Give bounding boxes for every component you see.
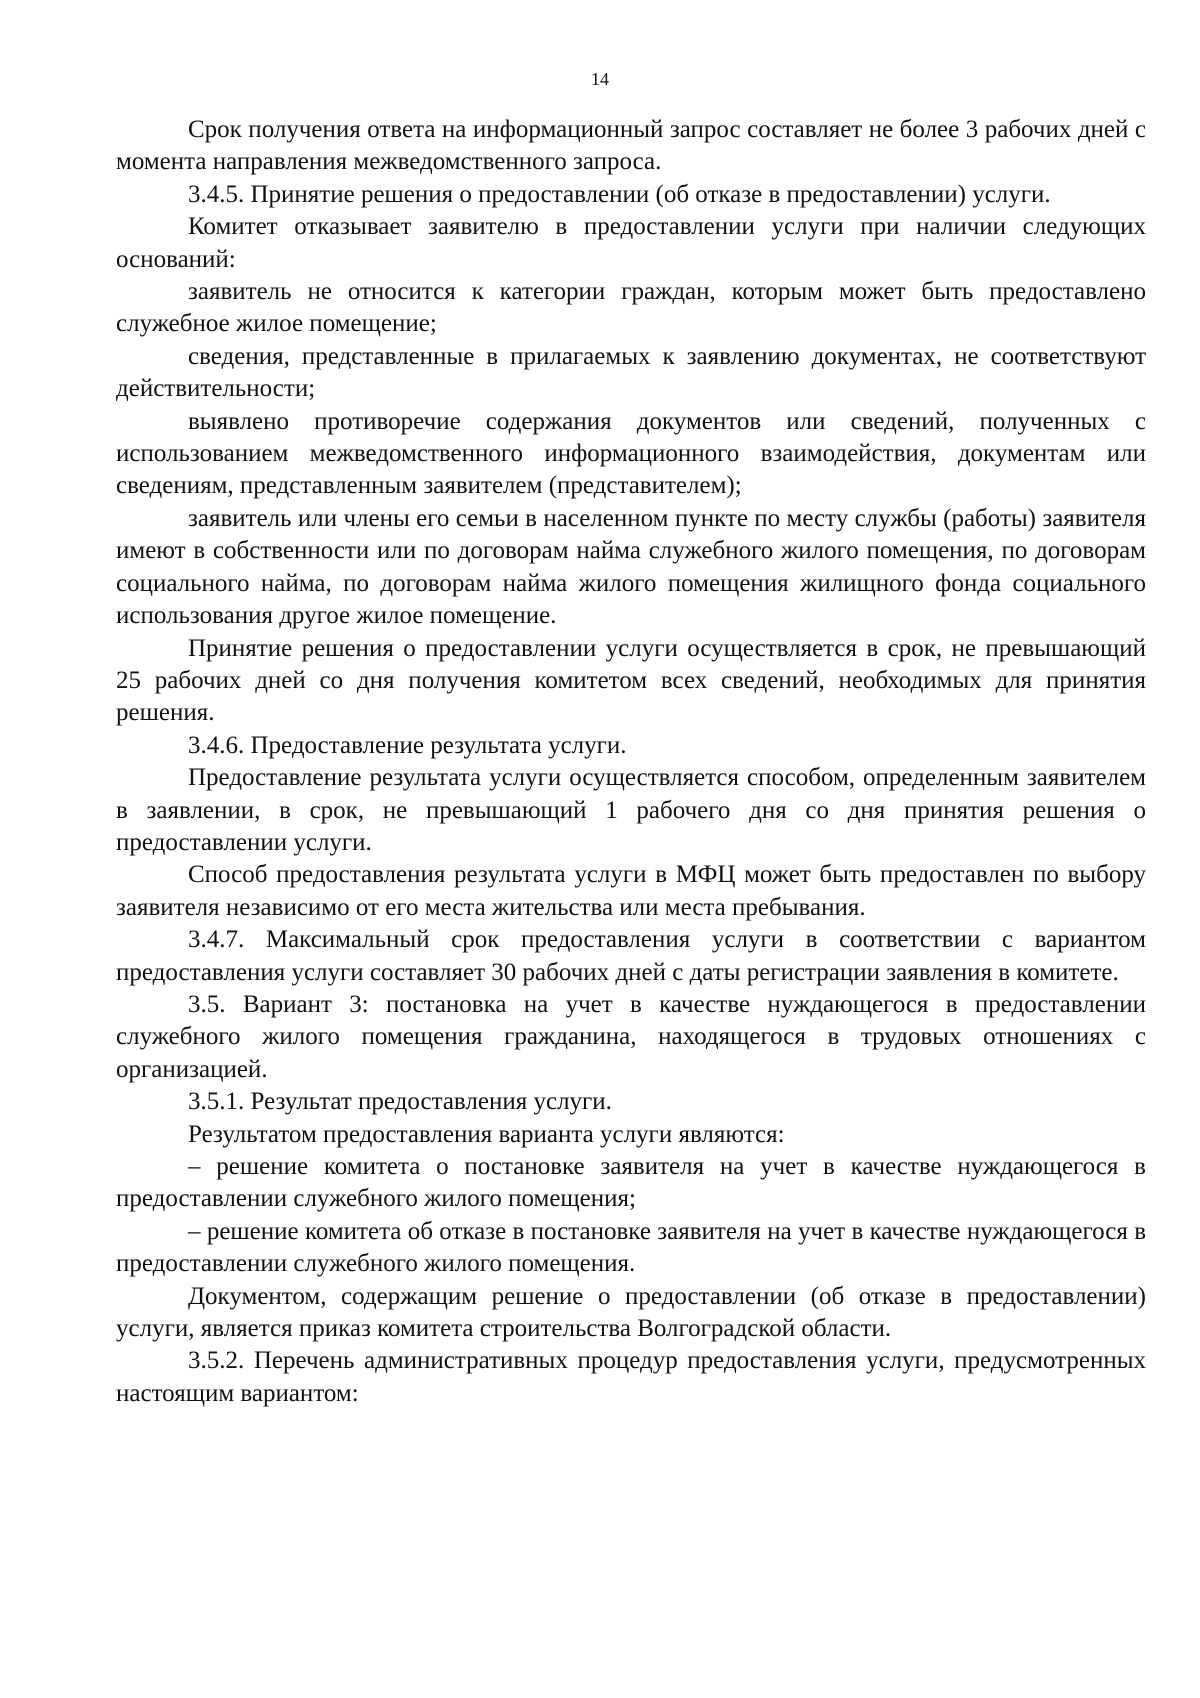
paragraph-3-5-1-heading: 3.5.1. Результат предоставления услуги. (188, 1088, 612, 1116)
paragraph-refusal-ground-housing: заявитель или члены его семьи в населенном пункте по месту службы (работы) заявителя имеют в собственности или по договорам найма служебного жилого помещения, по договорам социального найма, по договорам найма жилого помещения жилищного фонда социального использования другое жилое помещение. (116, 504, 1146, 630)
paragraph-response-term: Срок получения ответа на информационный запрос составляет не более 3 рабочих дней с момента направления межведомственного запроса. (116, 116, 1146, 176)
paragraph-mfc-delivery: Способ предоставления результата услуги в МФЦ может быть предоставлен по выбору заявителя независимо от его места жительства или места пребывания. (116, 861, 1146, 921)
paragraph-decision-term: Принятие решения о предоставлении услуги осуществляется в срок, не превышающий 25 рабочих дней со дня получения комитетом всех сведений, необходимых для принятия решения. (116, 634, 1146, 727)
paragraph-refusal-ground-contradiction: выявлено противоречие содержания документов или сведений, полученных с использованием межведомственного информационного взаимодействия, документам или сведениям, представленным заявителем (представителем); (116, 407, 1146, 500)
page-number: 14 (591, 69, 609, 89)
paragraph-result-refusal: – решение комитета об отказе в постановке заявителя на учет в качестве нуждающегося в предоставлении служебного жилого помещения. (116, 1217, 1146, 1278)
paragraph-3-5-2-heading: 3.5.2. Перечень административных процедур предоставления услуги, предусмотренных настоящим вариантом: (116, 1347, 1146, 1407)
paragraph-refusal-ground-category: заявитель не относится к категории граждан, которым может быть предоставлено служебное жилое помещение; (116, 278, 1146, 338)
paragraph-refusal-grounds-intro: Комитет отказывает заявителю в предоставлении услуги при наличии следующих оснований: (116, 213, 1146, 273)
page-body (116, 114, 1146, 1410)
paragraph-results-intro: Результатом предоставления варианта услуги являются: (188, 1120, 785, 1148)
paragraph-3-4-7-max-term: 3.4.7. Максимальный срок предоставления услуги в соответствии с вариантом предоставления услуги составляет 30 рабочих дней с даты регистрации заявления в комитете. (116, 926, 1146, 986)
paragraph-3-4-6-heading: 3.4.6. Предоставление результата услуги. (188, 731, 627, 759)
paragraph-result-registration: – решение комитета о постановке заявителя на учет в качестве нуждающегося в предоставлении служебного жилого помещения; (116, 1153, 1146, 1213)
paragraph-3-5-variant-3: 3.5. Вариант 3: постановка на учет в качестве нуждающегося в предоставлении служебного жилого помещения гражданина, находящегося в трудовых отношениях с организацией. (116, 990, 1146, 1083)
paragraph-refusal-ground-false-info: сведения, представленные в прилагаемых к заявлению документах, не соответствуют действительности; (116, 342, 1146, 403)
paragraph-3-4-5-heading: 3.4.5. Принятие решения о предоставлении (об отказе в предоставлении) услуги. (188, 180, 1051, 208)
paragraph-decision-document: Документом, содержащим решение о предоставлении (об отказе в предоставлении) услуги, является приказ комитета строительства Волгоградской области. (116, 1282, 1146, 1343)
paragraph-result-delivery: Предоставление результата услуги осуществляется способом, определенным заявителем в заявлении, в срок, не превышающий 1 рабочего дня со дня принятия решения о предоставлении услуги. (116, 764, 1146, 856)
